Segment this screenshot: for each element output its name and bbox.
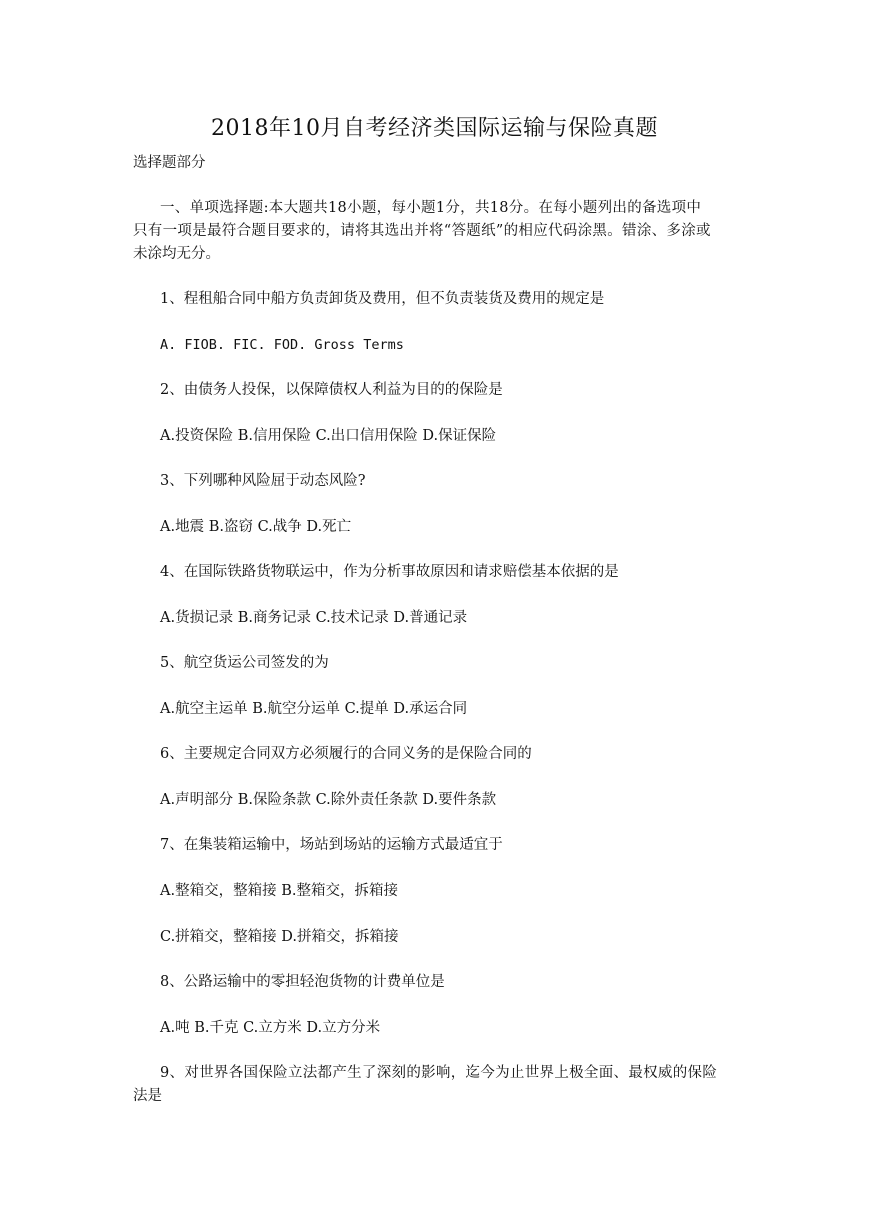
question-4-stem: 4、在国际铁路货物联运中，作为分析事故原因和请求赔偿基本依据的是 bbox=[160, 564, 619, 580]
question-3-stem: 3、下列哪种风险屈于动态风险? bbox=[160, 473, 366, 489]
instructions-line-3: 未涂均无分。 bbox=[133, 246, 220, 262]
question-7-options-1: A.整箱交，整箱接 B.整箱交，拆箱接 bbox=[160, 883, 398, 899]
question-2-options: A.投资保险 B.信用保险 C.出口信用保险 D.保证保险 bbox=[160, 428, 497, 444]
question-1-stem: 1、程租船合同中船方负责卸货及费用，但不负责装货及费用的规定是 bbox=[160, 291, 605, 307]
question-9-stem-line-2: 法是 bbox=[133, 1088, 162, 1104]
question-5-stem: 5、航空货运公司签发的为 bbox=[160, 655, 329, 671]
question-8-options: A.吨 B.千克 C.立方米 D.立方分米 bbox=[160, 1020, 381, 1036]
instructions-line-2: 只有一项是最符合题目要求的，请将其选出并将“答题纸”的相应代码涂黑。错涂、多涂或 bbox=[133, 223, 711, 239]
question-1-options: A. FIOB. FIC. FOD. Gross Terms bbox=[160, 337, 404, 353]
question-3-options: A.地震 B.盗窃 C.战争 D.死亡 bbox=[160, 519, 352, 535]
question-2-stem: 2、由债务人投保，以保障债权人利益为目的的保险是 bbox=[160, 382, 503, 398]
question-7-options-2: C.拼箱交，整箱接 D.拼箱交，拆箱接 bbox=[160, 929, 399, 945]
question-4-options: A.货损记录 B.商务记录 C.技术记录 D.普通记录 bbox=[160, 610, 468, 626]
question-6-stem: 6、主要规定合同双方必须履行的合同义务的是保险合同的 bbox=[160, 746, 532, 762]
page-title: 2018年10月自考经济类国际运输与保险真题 bbox=[211, 116, 658, 141]
section-label: 选择题部分 bbox=[133, 155, 206, 171]
instructions-line-1: 一、单项选择题:本大题共18小题，每小题1分，共18分。在每小题列出的备选项中 bbox=[160, 200, 702, 216]
question-6-options: A.声明部分 B.保险条款 C.除外责任条款 D.要件条款 bbox=[160, 792, 497, 808]
question-9-stem-line-1: 9、对世界各国保险立法都产生了深刻的影响，迄今为止世界上极全面、最权威的保险 bbox=[160, 1065, 718, 1081]
question-7-stem: 7、在集装箱运输中，场站到场站的运输方式最适宜于 bbox=[160, 837, 503, 853]
question-8-stem: 8、公路运输中的零担轻泡货物的计费单位是 bbox=[160, 974, 445, 990]
question-5-options: A.航空主运单 B.航空分运单 C.提单 D.承运合同 bbox=[160, 701, 468, 717]
